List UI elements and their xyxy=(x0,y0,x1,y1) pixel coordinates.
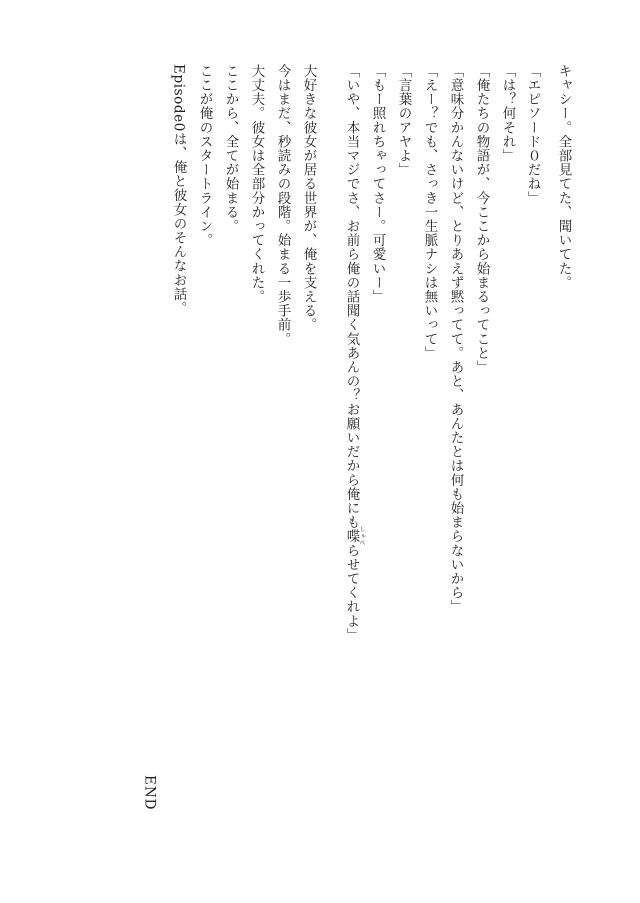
text-line-9-main: 「いや、本当マジでさ、お前ら俺の話聞く気あんの？お願いだから俺にも xyxy=(343,64,360,530)
text-line-12: 大丈夫。彼女は全部分かってくれた。 xyxy=(248,64,265,304)
text-line-1: キャシー。全部見てた、聞いてた。 xyxy=(555,64,572,290)
text-line-7: 「言葉のアヤよ」 xyxy=(395,64,412,177)
text-line-13: ここから、全てが始まる。 xyxy=(222,64,239,234)
text-line-15: Episode0は、俺と彼女のそんなお話。 xyxy=(170,64,187,316)
text-line-8: 「もー照れちゃってさー。可愛いー」 xyxy=(369,64,386,304)
text-line-9 xyxy=(344,64,365,642)
text-line-4: 「俺たちの物語が、今ここから始まるってこと」 xyxy=(473,64,490,375)
text-line-9-tail: らせてくれよ」 xyxy=(343,543,360,643)
ruby-base: 喋 xyxy=(343,526,360,547)
text-line-11: 今はまだ、秒読みの段階。始まる一歩手前。 xyxy=(274,64,291,346)
text-line-10: 大好きな彼女が居る世界が、俺を支える。 xyxy=(300,64,317,332)
ruby-reading: しゃべ xyxy=(358,526,365,547)
text-line-3: 「は？何それ」 xyxy=(499,64,516,163)
ruby-word xyxy=(343,526,365,547)
text-line-5: 「意味分かんないけど、とりあえず黙ってて。あと、あんたとは何も始まらないから」 xyxy=(447,64,464,614)
end-label: END xyxy=(141,775,158,811)
text-line-14: ここが俺のスタートライン。 xyxy=(196,64,213,248)
text-line-2: 「エピソード０だね」 xyxy=(524,64,541,205)
text-line-6: 「えー？でも、さっき一生脈ナシは無いって」 xyxy=(421,64,438,361)
